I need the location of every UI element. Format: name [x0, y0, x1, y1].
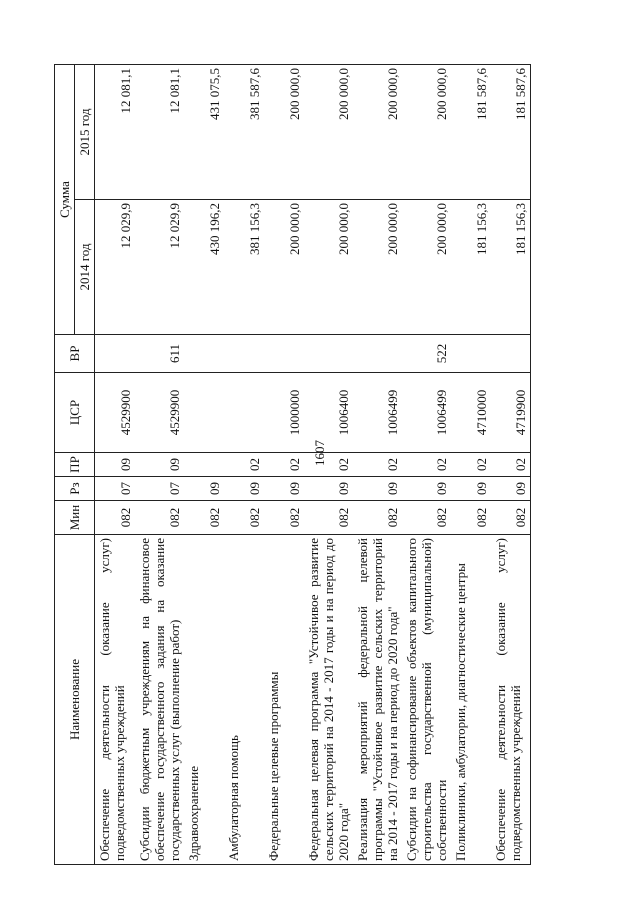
row-vr: [304, 335, 353, 373]
row-pr: [184, 453, 224, 477]
row-csr: 1006400: [304, 373, 353, 453]
row-sum-2014: 181 156,3: [491, 200, 531, 335]
row-pr: 02: [304, 453, 353, 477]
row-rz: 09: [451, 477, 491, 501]
row-name: Поликлиники, амбулатории, диагностические центры: [451, 535, 491, 865]
row-sum-2014: 200 000,0: [353, 200, 402, 335]
row-min: 082: [491, 501, 531, 535]
row-min: 082: [353, 501, 402, 535]
row-name: Обеспечение деятельности (оказание услуг) подведомственных учреждений: [491, 535, 531, 865]
row-sum-2014: 12 029,9: [95, 200, 135, 335]
row-sum-2014: 430 196,2: [184, 200, 224, 335]
row-pr: 02: [491, 453, 531, 477]
table-row: [264, 65, 304, 865]
row-sum-2015: 200 000,0: [264, 65, 304, 200]
row-min: 082: [95, 501, 135, 535]
header-name: Наименование: [55, 535, 95, 865]
row-min: 082: [264, 501, 304, 535]
row-pr: 09: [95, 453, 135, 477]
row-vr: 522: [402, 335, 451, 373]
row-name: Субсидии на софинансирование объектов капитального строительства государственной (муниципальной) собственности: [402, 535, 451, 865]
row-csr: 1000000: [264, 373, 304, 453]
row-name: Субсидии бюджетным учреждениям на финансовое обеспечение государственного задания на оказание государственных услуг (выполнение работ): [135, 535, 184, 865]
row-sum-2015: 181 587,6: [491, 65, 531, 200]
table-row: [402, 65, 451, 865]
row-min: 082: [184, 501, 224, 535]
row-sum-2014: 200 000,0: [264, 200, 304, 335]
row-sum-2015: 200 000,0: [304, 65, 353, 200]
row-csr: 1006499: [402, 373, 451, 453]
row-min: 082: [451, 501, 491, 535]
row-sum-2015: 12 081,1: [135, 65, 184, 200]
row-name: Амбулаторная помощь: [224, 535, 264, 865]
row-csr: 1006499: [353, 373, 402, 453]
row-name: Обеспечение деятельности (оказание услуг) подведомственных учреждений: [95, 535, 135, 865]
row-name: Здравоохранение: [184, 535, 224, 865]
row-rz: 09: [264, 477, 304, 501]
header-rz: Рз: [55, 477, 95, 501]
table-row: [451, 65, 491, 865]
row-rz: 09: [304, 477, 353, 501]
row-name: Реализация мероприятий федеральной целевой программы "Устойчивое развитие сельских территорий на 2014 - 2017 годы и на период до 2020 года": [353, 535, 402, 865]
row-csr: 4719900: [491, 373, 531, 453]
row-vr: [491, 335, 531, 373]
row-sum-2015: 200 000,0: [402, 65, 451, 200]
table-row: [304, 65, 353, 865]
row-sum-2015: 381 587,6: [224, 65, 264, 200]
table-row: [184, 65, 224, 865]
page-number: 1607: [312, 440, 327, 466]
row-rz: 09: [184, 477, 224, 501]
row-sum-2015: 181 587,6: [451, 65, 491, 200]
row-csr: 4529900: [135, 373, 184, 453]
row-vr: [184, 335, 224, 373]
row-rz: 09: [224, 477, 264, 501]
header-year-2015: 2015 год: [75, 65, 95, 200]
table-row: [95, 65, 135, 865]
row-rz: 07: [95, 477, 135, 501]
row-pr: 02: [353, 453, 402, 477]
header-min: Мин: [55, 501, 95, 535]
row-csr: [224, 373, 264, 453]
row-rz: 07: [135, 477, 184, 501]
row-sum-2015: 431 075,5: [184, 65, 224, 200]
row-sum-2014: 181 156,3: [451, 200, 491, 335]
row-rz: 09: [491, 477, 531, 501]
row-pr: 02: [402, 453, 451, 477]
row-pr: 02: [264, 453, 304, 477]
table-body: [95, 65, 531, 865]
row-vr: [451, 335, 491, 373]
row-name: Федеральные целевые программы: [264, 535, 304, 865]
row-vr: [353, 335, 402, 373]
table-row: [224, 65, 264, 865]
row-pr: 02: [451, 453, 491, 477]
row-vr: 611: [135, 335, 184, 373]
row-name: Федеральная целевая программа "Устойчивое развитие сельских территорий на 2014 - 2017 годы и на период до 2020 года": [304, 535, 353, 865]
row-csr: [184, 373, 224, 453]
table-row: [491, 65, 531, 865]
row-vr: [95, 335, 135, 373]
row-rz: 09: [402, 477, 451, 501]
row-sum-2014: 381 156,3: [224, 200, 264, 335]
table-row: [353, 65, 402, 865]
row-sum-2015: 200 000,0: [353, 65, 402, 200]
row-csr: 4710000: [451, 373, 491, 453]
row-sum-2014: 12 029,9: [135, 200, 184, 335]
row-min: 082: [135, 501, 184, 535]
row-pr: 09: [135, 453, 184, 477]
row-csr: 4529900: [95, 373, 135, 453]
row-min: 082: [402, 501, 451, 535]
header-year-2014: 2014 год: [75, 200, 95, 335]
header-csr: ЦСР: [55, 373, 95, 453]
row-pr: 02: [224, 453, 264, 477]
row-sum-2014: 200 000,0: [304, 200, 353, 335]
row-sum-2014: 200 000,0: [402, 200, 451, 335]
row-sum-2015: 12 081,1: [95, 65, 135, 200]
header-pr: ПР: [55, 453, 95, 477]
row-vr: [264, 335, 304, 373]
budget-table: [54, 64, 531, 865]
table-row: [135, 65, 184, 865]
row-rz: 09: [353, 477, 402, 501]
row-vr: [224, 335, 264, 373]
header-sum: Сумма: [55, 65, 75, 335]
row-min: 082: [304, 501, 353, 535]
header-vr: ВР: [55, 335, 95, 373]
row-min: 082: [224, 501, 264, 535]
